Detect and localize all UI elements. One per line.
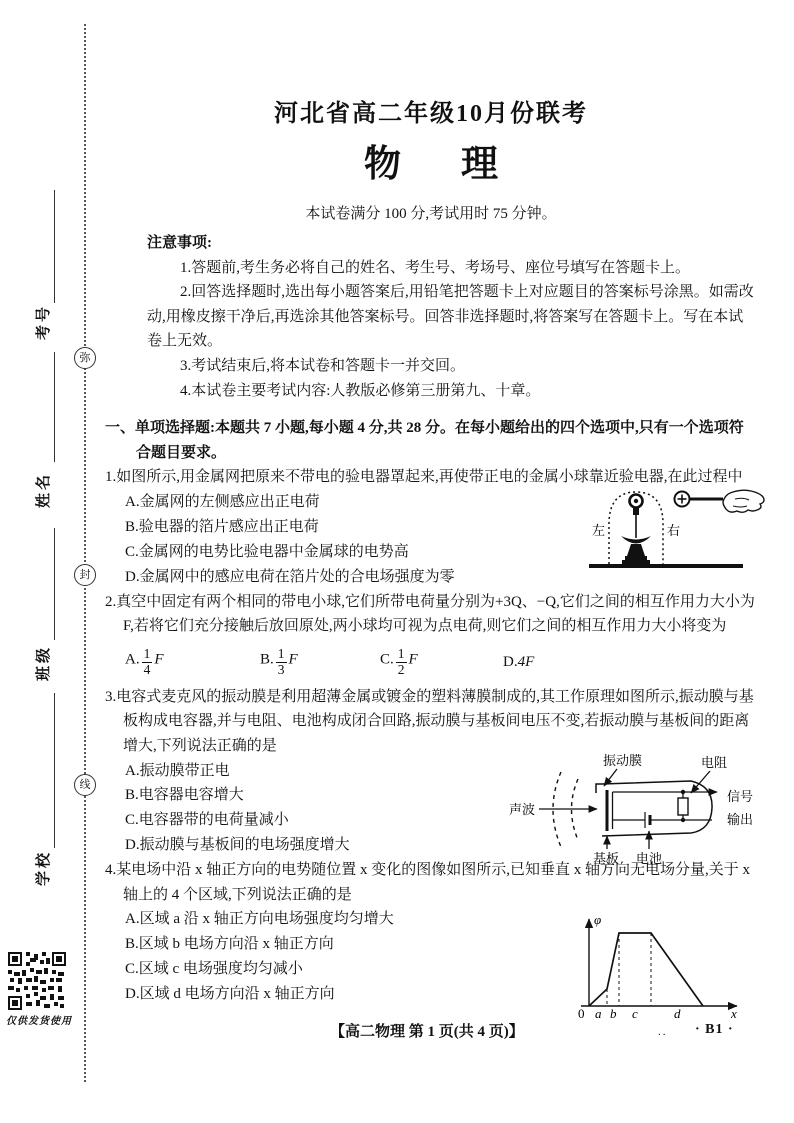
option: C. $\frac{1}{2}$ F bbox=[380, 646, 418, 678]
seal-stamp-mi: 弥 bbox=[74, 347, 96, 369]
option: D.金属网中的感应电荷在箔片处的合电场强度为零 bbox=[125, 568, 455, 585]
signal-label: 信号 bbox=[727, 789, 754, 804]
electroscope-figure bbox=[583, 472, 783, 582]
notice-heading: 注意事项: bbox=[147, 235, 212, 251]
option: C.区域 c 电场强度均匀减小 bbox=[125, 961, 303, 978]
region-c-label: c bbox=[632, 1006, 638, 1020]
origin-label: 0 bbox=[578, 1006, 585, 1020]
membrane-label: 振动膜 bbox=[603, 753, 643, 768]
option: D.区域 d 电场方向沿 x 轴正方向 bbox=[125, 986, 335, 1003]
question-4-stem: 4.某电场中沿 x 轴正方向的电势随位置 x 变化的图像如图所示,已知垂直 x 轴方向无电场分量,关于 x 轴上的 4 个区域,下列说法正确的是 bbox=[105, 862, 751, 903]
microphone-circuit-figure bbox=[505, 752, 755, 867]
question-2-options bbox=[125, 644, 757, 682]
section-heading: 一、单项选择题:本题共 7 小题,每小题 4 分,共 28 分。在每小题给出的四个选项中,只有一个选项符合题目要求。 bbox=[105, 420, 744, 461]
region-d-label: d bbox=[674, 1006, 681, 1020]
seal-stamp-xian: 线 bbox=[74, 774, 96, 796]
seal-blank-line bbox=[54, 693, 55, 848]
exam-title: 河北省高二年级10月份联考 bbox=[274, 101, 588, 127]
region-a-label: a bbox=[595, 1006, 602, 1020]
option: B.电容器电容增大 bbox=[125, 787, 244, 804]
seal-field-name: 姓名 bbox=[36, 472, 52, 509]
notice-item: 2.回答选择题时,选出每小题答案后,用铅笔把答题卡上对应题目的答案标号涂黑。如需改动,用橡皮擦干净后,再选涂其他答案标号。回答非选择题时,将答案写在答题卡上。写在本试卷上无效。 bbox=[147, 284, 754, 350]
capsule-outline bbox=[602, 781, 712, 836]
footer-dots: .. bbox=[658, 1026, 668, 1038]
notice-item: 3.考试结束后,将本试卷和答题卡一并交回。 bbox=[180, 357, 466, 374]
base-label: 基板 bbox=[593, 851, 620, 866]
seal-blank-line bbox=[54, 190, 55, 303]
battery-label: 电池 bbox=[636, 851, 663, 866]
option: B.区域 b 电场方向沿 x 轴正方向 bbox=[125, 936, 334, 953]
notice-item: 1.答题前,考生务必将自己的姓名、考生号、考场号、座位号填写在答题卡上。 bbox=[180, 259, 691, 276]
seal-blank-line bbox=[54, 528, 55, 640]
option: D.4F bbox=[503, 654, 535, 671]
resistor-label: 电阻 bbox=[701, 755, 728, 770]
exam-info-line: 本试卷满分 100 分,考试用时 75 分钟。 bbox=[305, 206, 557, 222]
option: A.振动膜带正电 bbox=[125, 762, 230, 779]
region-b-label: b bbox=[610, 1006, 617, 1020]
question-1-stem: 1.如图所示,用金属网把原来不带电的验电器罩起来,再使带正电的金属小球靠近验电器,在此过程中 bbox=[105, 469, 743, 486]
seal-field-exam-number: 考号 bbox=[36, 304, 52, 341]
option: A.金属网的左侧感应出正电荷 bbox=[125, 493, 320, 510]
option: C.电容器带的电荷量减小 bbox=[125, 812, 289, 829]
sound-wave-label: 声波 bbox=[509, 802, 536, 817]
potential-curve bbox=[589, 933, 703, 1006]
x-axis-label: x bbox=[731, 1006, 737, 1020]
subject-title: 物理 bbox=[364, 144, 558, 185]
page-footer: 【高二物理 第 1 页(共 4 页)】 bbox=[330, 1024, 524, 1040]
seal-stamp-feng: 封 bbox=[74, 564, 96, 586]
option: B. $\frac{1}{3}$ F bbox=[260, 646, 298, 678]
option: B.验电器的箔片感应出正电荷 bbox=[125, 518, 319, 535]
phi-axis-label: φ bbox=[594, 912, 602, 927]
qr-caption: 仅供发货使用 bbox=[6, 1016, 72, 1027]
right-label: 右 bbox=[667, 523, 681, 538]
qr-code bbox=[8, 952, 66, 1010]
notice-block bbox=[147, 231, 754, 403]
question-3-stem: 3.电容式麦克风的振动膜是利用超薄金属或镀金的塑料薄膜制成的,其工作原理如图所示,振动膜与基板构成电容器,并与电阻、电池构成闭合回路,振动膜与基板间电压不变,若振动膜与基板间的距离增大,下列说法正确的是 bbox=[105, 688, 754, 754]
left-label: 左 bbox=[592, 523, 606, 538]
paper-code: · B1 · bbox=[695, 1022, 734, 1037]
seal-field-school: 学校 bbox=[36, 850, 52, 887]
output-label: 输出 bbox=[727, 812, 754, 827]
option: A. $\frac{1}{4}$ F bbox=[125, 646, 164, 678]
potential-position-graph bbox=[551, 906, 751, 1020]
seal-field-class: 班级 bbox=[36, 645, 52, 682]
option: C.金属网的电势比验电器中金属球的电势高 bbox=[125, 543, 409, 560]
resistor bbox=[678, 798, 688, 815]
question-2-stem: 2.真空中固定有两个相同的带电小球,它们所带电荷量分别为+3Q、−Q,它们之间的相互作用力大小为 F,若将它们充分接触后放回原处,两小球均可视为点电荷,则它们之间的相互作用力大小将变为 bbox=[105, 593, 755, 635]
notice-item: 4.本试卷主要考试内容:人教版必修第三册第九、十章。 bbox=[180, 382, 541, 399]
option: A.区域 a 沿 x 轴正方向电场强度均匀增大 bbox=[125, 911, 394, 928]
option: D.振动膜与基板间的电场强度增大 bbox=[125, 837, 350, 854]
seal-blank-line bbox=[54, 352, 55, 462]
seal-dotted-line bbox=[84, 24, 86, 1082]
hand-icon bbox=[723, 490, 764, 512]
